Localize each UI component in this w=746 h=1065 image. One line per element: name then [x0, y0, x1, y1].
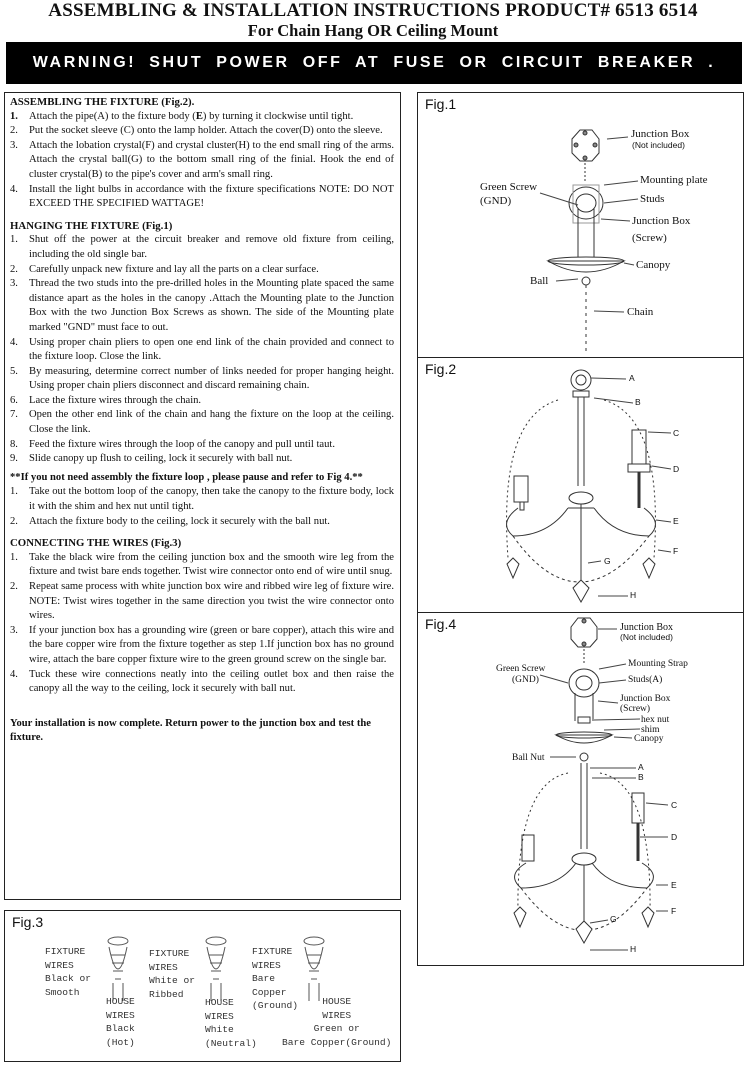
fig4-panel — [417, 612, 744, 966]
junction-box-label: Junction Box — [631, 128, 690, 140]
instructions-panel — [4, 92, 401, 900]
part-label-a: A — [638, 762, 644, 772]
list-item: 7. Open the other end link of the chain and hang the fixture on the loop at the ceiling. Close the link. — [10, 409, 394, 436]
canopy-label: Canopy — [636, 259, 671, 271]
alt-steps — [10, 485, 394, 529]
fixture-wires-white: FIXTURE WIRES White or Ribbed — [149, 948, 196, 1000]
list-item: 2. Put the socket sleeve (C) onto the lamp holder. Attach the cover(D) onto the sleeve. — [10, 125, 383, 137]
part-label-f: F — [671, 906, 677, 916]
list-item: 6. Lace the fixture wires through the chain. — [10, 394, 202, 406]
studs-label: Studs(A) — [628, 675, 663, 685]
part-label-a: A — [629, 373, 635, 383]
warning-banner: WARNING! SHUT POWER OFF AT FUSE OR CIRCUIT BREAKER . — [6, 42, 742, 84]
fig1-label: Fig.1 — [425, 96, 457, 112]
list-item: 1. Take the black wire from the ceiling junction box and the smooth wire leg from the fixture and twist bare ends together. Twist wire connector onto end of wire until snug. — [10, 551, 394, 578]
fig2-label: Fig.2 — [425, 361, 457, 377]
page-title: ASSEMBLING & INSTALLATION INSTRUCTIONS PRODUCT# 6513 6514 — [48, 0, 698, 21]
part-label-c: C — [671, 800, 678, 810]
list-item: 3. Thread the two studs into the pre-drilled holes in the Mounting plate spaced the same distance apart as the holes in the canopy .Attach the Mounting plate to the Junction Box with the two Junction Box Screws as shown. The side of the Mounting plate marked "GND" must face to out. — [10, 278, 394, 333]
part-label-c: C — [673, 428, 680, 438]
part-label-f: F — [673, 546, 679, 556]
part-label-d: D — [673, 464, 680, 474]
green-screw-label: Green Screw — [480, 181, 538, 193]
house-wires-white: HOUSE WIRES White (Neutral) — [205, 997, 257, 1049]
fig2-panel — [417, 357, 744, 613]
list-item: 8. Feed the fixture wires through the loop of the canopy and pull until taut. — [10, 438, 335, 450]
hex-nut-label: hex nut — [641, 715, 670, 725]
fig4-drawing — [418, 613, 745, 967]
assembling-steps — [10, 110, 394, 212]
canopy-label: Canopy — [634, 734, 664, 744]
fig2-drawing — [418, 358, 745, 614]
mounting-strap-label: Mounting Strap — [628, 659, 688, 669]
part-label-d: D — [671, 832, 678, 842]
list-item: 3. If your junction box has a grounding wire (green or bare copper), attach this wire and the bare copper wire from the fixture together as step 1.If junction box has no ground wire, attach the bare copper fixture wire to the green ground screw on the single bar. — [10, 624, 394, 665]
list-item: 1. Attach the pipe(A) to the fixture body (E) by turning it clockwise until tight. — [10, 110, 354, 122]
wires-steps — [10, 551, 394, 697]
house-wires-black: HOUSE WIRES Black (Hot) — [106, 996, 135, 1048]
hanging-steps — [10, 233, 394, 467]
part-label-g: G — [610, 914, 617, 924]
part-label-e: E — [673, 516, 679, 526]
not-included-label: (Not included) — [632, 140, 685, 150]
ball-label: Ball — [530, 275, 549, 287]
not-included-label: (Not included) — [620, 632, 673, 642]
list-item: 2. Attach the fixture body to the ceiling, lock it securely with the ball nut. — [10, 515, 330, 527]
shim-label: shim — [641, 725, 660, 735]
list-item: 2. Repeat same process with white junction box wire and ribbed wire leg of fixture wire. NOTE: Twist wires together in the same direction you twist the wire connector onto wires. — [10, 581, 394, 622]
part-label-b: B — [635, 397, 641, 407]
studs-label: Studs — [640, 193, 665, 205]
list-item: 4. Tuck these wire connections neatly into the ceiling outlet box and then raise the canopy all the way to the ceiling, lock it securely with ball nut. — [10, 668, 394, 695]
list-item: 5. By measuring, determine correct number of links needed for proper hanging height. Using proper chain pliers disconnect and discard remaining chain. — [10, 365, 394, 392]
gnd-label: (GND) — [480, 195, 512, 207]
gnd-label: (GND) — [512, 675, 539, 685]
part-label-e: E — [671, 880, 677, 890]
fig3-label: Fig.3 — [12, 914, 44, 930]
wires-heading: CONNECTING THE WIRES (Fig.3) — [10, 537, 182, 550]
part-label-b: B — [638, 772, 644, 782]
green-screw-label: Green Screw — [496, 664, 546, 674]
list-item: 4. Install the light bulbs in accordance with the fixture specifications NOTE: DO NOT EXCEED THE SPECIFIED WATTAGE! — [10, 183, 394, 210]
fig1-panel — [417, 92, 744, 358]
part-label-g: G — [604, 556, 611, 566]
fig4-label: Fig.4 — [425, 616, 457, 632]
screw-label: (Screw) — [620, 704, 651, 714]
fig1-drawing — [418, 93, 745, 359]
part-label-h: H — [630, 944, 637, 954]
assembling-heading: ASSEMBLING THE FIXTURE (Fig.2). — [10, 96, 195, 108]
house-wires-ground: HOUSE WIRES Green or Bare Copper(Ground) — [282, 996, 392, 1048]
screw-label: (Screw) — [632, 232, 667, 244]
list-item: 9. Slide canopy up flush to ceiling, lock it securely with ball nut. — [10, 453, 293, 465]
fixture-wires-copper: FIXTURE WIRES Bare Copper (Ground) — [252, 946, 299, 1011]
mounting-plate-label: Mounting plate — [640, 174, 708, 186]
list-item: 4. Using proper chain pliers to open one end link of the chain provided and connect to the fixture loop. Close the link. — [10, 336, 394, 363]
wire-connector-3 — [304, 937, 324, 1001]
fixture-wires-black: FIXTURE WIRES Black or Smooth — [45, 946, 92, 998]
page-subtitle: For Chain Hang OR Ceiling Mount — [247, 21, 499, 40]
junction-box-label: Junction Box — [620, 622, 674, 633]
ball-nut-label: Ball Nut — [512, 753, 545, 763]
wire-connector-2 — [206, 937, 226, 1001]
list-item: 1. Shut off the power at the circuit breaker and remove old fixture from ceiling, including the old single bar. — [10, 234, 394, 260]
hanging-heading: HANGING THE FIXTURE (Fig.1) — [10, 219, 173, 232]
fig3-panel — [4, 910, 401, 1062]
fig4-note: **If you not need assembly the fixture loop , please pause and refer to Fig 4.** — [10, 471, 363, 483]
junction-box-screw-label: Junction Box — [620, 694, 671, 704]
completion-note: Your installation is now complete. Return power to the junction box and test the fixture. — [10, 717, 371, 744]
part-label-h: H — [630, 590, 637, 600]
chain-label: Chain — [627, 306, 654, 318]
list-item: 3. Attach the lobation crystal(F) and crystal cluster(H) to the end small ring of the arms. Attach the crystal ball(G) to the bottom small ring of the finial. Hook the end of cluster crystal(B) to the pipe's cover and arm's small ring. — [10, 139, 394, 180]
junction-box-screw-label: Junction Box — [632, 215, 691, 227]
list-item: 2. Carefully unpack new fixture and lay all the parts on a clear surface. — [10, 263, 319, 275]
list-item: 1. Take out the bottom loop of the canopy, then take the canopy to the fixture body, lock it with the shim and hex nut until tight. — [10, 486, 394, 513]
wire-connector-1 — [108, 937, 128, 1001]
